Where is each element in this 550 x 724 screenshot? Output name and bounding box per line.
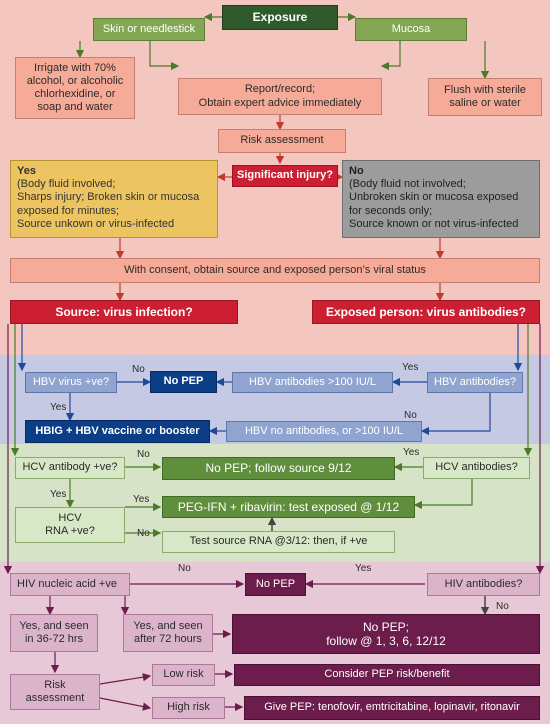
seen-after-72-box: Yes, and seen after 72 hours [123, 614, 213, 652]
label-no: No [137, 528, 150, 539]
no-criteria-box [342, 160, 540, 238]
no-title: No [349, 165, 364, 177]
exposure-box: Exposure [222, 5, 338, 30]
irrigate-box: Irrigate with 70% alcohol, or alcoholic chlorhexidine, or soap and water [15, 57, 135, 119]
hbig-vaccine-box: HBIG + HBV vaccine or booster [25, 420, 210, 443]
no-body: (Body fluid not involved; Unbroken skin or mucosa exposed for seconds only; Source known or not virus-infected [349, 178, 519, 230]
label-no: No [404, 410, 417, 421]
significant-injury-box: Significant injury? [232, 165, 338, 187]
consider-pep-box: Consider PEP risk/benefit [234, 664, 540, 686]
hbv-no-pep-box: No PEP [150, 371, 217, 393]
label-no: No [178, 563, 191, 574]
label-no: No [132, 364, 145, 375]
hbv-virus-box: HBV virus +ve? [25, 372, 117, 393]
report-box: Report/record; Obtain expert advice immediately [178, 78, 382, 115]
source-virus-infection-box: Source: virus infection? [10, 300, 238, 324]
mucosa-box: Mucosa [355, 18, 467, 41]
low-risk-box: Low risk [152, 664, 215, 686]
yes-criteria-box [10, 160, 218, 238]
risk-assessment-hiv-box: Risk assessment [10, 674, 100, 710]
high-risk-box: High risk [152, 697, 225, 719]
hcv-antibody-box: HCV antibody +ve? [15, 457, 125, 479]
no-pep-follow-box: No PEP; follow @ 1, 3, 6, 12/12 [232, 614, 540, 654]
yes-body: (Body fluid involved; Sharps injury; Broken skin or mucosa exposed for minutes; Source unkown or virus-infected [17, 178, 200, 230]
label-yes: Yes [50, 489, 67, 500]
label-yes: Yes [133, 494, 150, 505]
label-yes: Yes [403, 447, 420, 458]
hbv-antibodies-box: HBV antibodies? [427, 372, 523, 393]
hbv-no-antibodies-box: HBV no antibodies, or >100 IU/L [226, 421, 422, 442]
hiv-nucleic-acid-box: HIV nucleic acid +ve [10, 573, 130, 596]
label-no: No [496, 601, 509, 612]
hbv-antibodies-100-box: HBV antibodies >100 IU/L [232, 372, 393, 393]
give-pep-box: Give PEP: tenofovir, emtricitabine, lopinavir, ritonavir [244, 696, 540, 720]
hiv-antibodies-box: HIV antibodies? [427, 573, 540, 596]
yes-title: Yes [17, 165, 36, 177]
label-yes: Yes [50, 402, 67, 413]
hiv-no-pep-box: No PEP [245, 573, 306, 596]
test-source-rna-box: Test source RNA @3/12: then, if +ve [162, 531, 395, 553]
peg-ifn-box: PEG-IFN + ribavirin: test exposed @ 1/12 [162, 496, 415, 518]
hcv-rna-box: HCV RNA +ve? [15, 507, 125, 543]
exposed-virus-antibodies-box: Exposed person: virus antibodies? [312, 300, 540, 324]
label-no: No [137, 449, 150, 460]
flush-box: Flush with sterile saline or water [428, 78, 542, 116]
risk-assessment-box: Risk assessment [218, 129, 346, 153]
hcv-antibodies-box: HCV antibodies? [423, 457, 530, 479]
skin-needlestick-box: Skin or needlestick [93, 18, 205, 41]
hcv-no-pep-box: No PEP; follow source 9/12 [162, 457, 395, 480]
label-yes: Yes [355, 563, 372, 574]
label-yes: Yes [402, 362, 419, 373]
seen-36-72-box: Yes, and seen in 36-72 hrs [10, 614, 98, 652]
consent-box: With consent, obtain source and exposed person’s viral status [10, 258, 540, 283]
